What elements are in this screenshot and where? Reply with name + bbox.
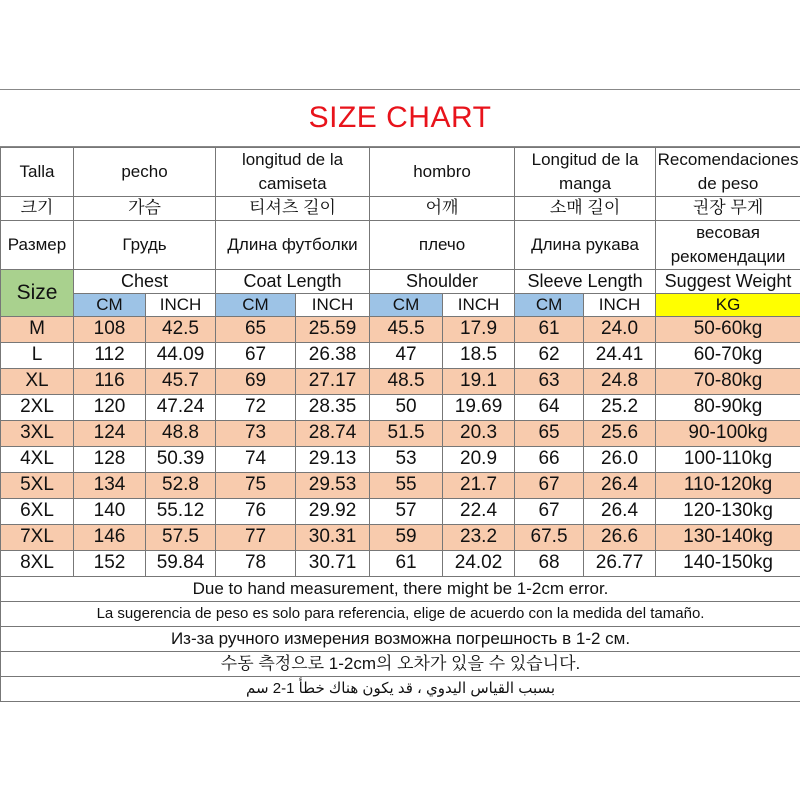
note-row-korean (1, 652, 800, 677)
header-row-korean (1, 197, 800, 221)
unit-cm: CM (370, 294, 443, 317)
length-inch-cell: 27.17 (296, 369, 370, 395)
shoulder-cm-cell: 51.5 (370, 421, 443, 447)
header-shoulder-ru: плечо (370, 221, 515, 270)
sleeve-cm-cell: 64 (515, 395, 584, 421)
chest-inch-cell: 55.12 (146, 499, 216, 525)
length-cm-cell: 75 (216, 473, 296, 499)
length-cm-cell: 76 (216, 499, 296, 525)
length-inch-cell: 29.53 (296, 473, 370, 499)
chest-inch-cell: 52.8 (146, 473, 216, 499)
header-shoulder-en: Shoulder (370, 270, 515, 294)
shoulder-inch-cell: 22.4 (443, 499, 515, 525)
sleeve-cm-cell: 66 (515, 447, 584, 473)
shoulder-inch-cell: 21.7 (443, 473, 515, 499)
size-cell: 3XL (1, 421, 74, 447)
unit-kg: KG (656, 294, 800, 317)
length-inch-cell: 30.31 (296, 525, 370, 551)
header-weight-ko: 권장 무게 (656, 197, 800, 221)
sleeve-cm-cell: 67 (515, 473, 584, 499)
note-arabic: بسبب القياس اليدوي ، قد يكون هناك خطأ 1-2 سم (1, 677, 800, 702)
chest-cm-cell: 116 (74, 369, 146, 395)
sleeve-inch-cell: 25.6 (584, 421, 656, 447)
table-row (1, 473, 800, 499)
header-row-english (1, 270, 800, 294)
chest-cm-cell: 112 (74, 343, 146, 369)
shoulder-inch-cell: 19.1 (443, 369, 515, 395)
note-row-spanish (1, 602, 800, 627)
shoulder-cm-cell: 59 (370, 525, 443, 551)
length-inch-cell: 26.38 (296, 343, 370, 369)
header-shoulder-ko: 어깨 (370, 197, 515, 221)
note-row-russian (1, 627, 800, 652)
shoulder-inch-cell: 24.02 (443, 551, 515, 577)
size-table (0, 147, 800, 702)
length-cm-cell: 67 (216, 343, 296, 369)
length-inch-cell: 29.92 (296, 499, 370, 525)
size-cell: 4XL (1, 447, 74, 473)
header-chest-es: pecho (74, 148, 216, 197)
weight-cell: 110-120kg (656, 473, 800, 499)
sleeve-cm-cell: 67 (515, 499, 584, 525)
weight-cell: 70-80kg (656, 369, 800, 395)
header-weight-en: Suggest Weight (656, 270, 800, 294)
weight-cell: 60-70kg (656, 343, 800, 369)
weight-cell: 80-90kg (656, 395, 800, 421)
note-korean: 수동 측정으로 1-2cm의 오차가 있을 수 있습니다. (1, 652, 800, 677)
sleeve-inch-cell: 24.0 (584, 317, 656, 343)
size-cell: M (1, 317, 74, 343)
chest-inch-cell: 59.84 (146, 551, 216, 577)
header-sleeve-es: Longitud de la manga (515, 148, 656, 197)
unit-inch: INCH (296, 294, 370, 317)
length-cm-cell: 77 (216, 525, 296, 551)
sleeve-inch-cell: 26.6 (584, 525, 656, 551)
header-length-en: Coat Length (216, 270, 370, 294)
length-inch-cell: 28.35 (296, 395, 370, 421)
chest-inch-cell: 48.8 (146, 421, 216, 447)
sleeve-cm-cell: 68 (515, 551, 584, 577)
sleeve-inch-cell: 24.8 (584, 369, 656, 395)
size-cell: 5XL (1, 473, 74, 499)
table-row (1, 447, 800, 473)
note-spanish: La sugerencia de peso es solo para referencia, elige de acuerdo con la medida del tamaño. (1, 602, 800, 627)
table-row (1, 525, 800, 551)
note-row-arabic (1, 677, 800, 702)
sleeve-inch-cell: 24.41 (584, 343, 656, 369)
length-cm-cell: 72 (216, 395, 296, 421)
sleeve-inch-cell: 26.77 (584, 551, 656, 577)
unit-cm: CM (515, 294, 584, 317)
table-row (1, 343, 800, 369)
note-russian: Из-за ручного измерения возможна погрешность в 1-2 см. (1, 627, 800, 652)
shoulder-cm-cell: 57 (370, 499, 443, 525)
header-sleeve-en: Sleeve Length (515, 270, 656, 294)
weight-cell: 140-150kg (656, 551, 800, 577)
unit-inch: INCH (146, 294, 216, 317)
shoulder-inch-cell: 19.69 (443, 395, 515, 421)
length-cm-cell: 65 (216, 317, 296, 343)
size-rows (1, 317, 800, 577)
chest-inch-cell: 50.39 (146, 447, 216, 473)
header-chest-en: Chest (74, 270, 216, 294)
sleeve-cm-cell: 67.5 (515, 525, 584, 551)
sleeve-inch-cell: 26.4 (584, 499, 656, 525)
header-chest-ru: Грудь (74, 221, 216, 270)
shoulder-inch-cell: 20.9 (443, 447, 515, 473)
size-cell: XL (1, 369, 74, 395)
shoulder-inch-cell: 18.5 (443, 343, 515, 369)
length-cm-cell: 78 (216, 551, 296, 577)
chest-cm-cell: 152 (74, 551, 146, 577)
sleeve-cm-cell: 63 (515, 369, 584, 395)
length-inch-cell: 25.59 (296, 317, 370, 343)
shoulder-inch-cell: 20.3 (443, 421, 515, 447)
length-cm-cell: 74 (216, 447, 296, 473)
chest-cm-cell: 128 (74, 447, 146, 473)
size-chart (0, 89, 800, 702)
table-row (1, 499, 800, 525)
weight-cell: 50-60kg (656, 317, 800, 343)
sleeve-inch-cell: 26.0 (584, 447, 656, 473)
chest-inch-cell: 44.09 (146, 343, 216, 369)
size-cell: 7XL (1, 525, 74, 551)
length-inch-cell: 28.74 (296, 421, 370, 447)
length-cm-cell: 69 (216, 369, 296, 395)
header-row-russian (1, 221, 800, 270)
unit-cm: CM (216, 294, 296, 317)
header-weight-ru: весовая рекомендации (656, 221, 800, 270)
chest-cm-cell: 124 (74, 421, 146, 447)
weight-cell: 130-140kg (656, 525, 800, 551)
header-sleeve-ko: 소매 길이 (515, 197, 656, 221)
header-shoulder-es: hombro (370, 148, 515, 197)
weight-cell: 90-100kg (656, 421, 800, 447)
chest-inch-cell: 47.24 (146, 395, 216, 421)
shoulder-cm-cell: 53 (370, 447, 443, 473)
chest-cm-cell: 108 (74, 317, 146, 343)
size-cell: 2XL (1, 395, 74, 421)
table-row (1, 369, 800, 395)
size-cell: 8XL (1, 551, 74, 577)
chart-title: SIZE CHART (0, 89, 800, 147)
sleeve-cm-cell: 61 (515, 317, 584, 343)
unit-cm: CM (74, 294, 146, 317)
table-row (1, 551, 800, 577)
header-sleeve-ru: Длина рукава (515, 221, 656, 270)
header-chest-ko: 가슴 (74, 197, 216, 221)
chest-cm-cell: 120 (74, 395, 146, 421)
weight-cell: 100-110kg (656, 447, 800, 473)
unit-row (1, 294, 800, 317)
table-row (1, 317, 800, 343)
size-cell: L (1, 343, 74, 369)
length-inch-cell: 29.13 (296, 447, 370, 473)
length-cm-cell: 73 (216, 421, 296, 447)
chest-cm-cell: 146 (74, 525, 146, 551)
note-english: Due to hand measurement, there might be 1-2cm error. (1, 577, 800, 602)
header-size-ko: 크기 (1, 197, 74, 221)
size-cell: 6XL (1, 499, 74, 525)
shoulder-inch-cell: 17.9 (443, 317, 515, 343)
header-length-ru: Длина футболки (216, 221, 370, 270)
length-inch-cell: 30.71 (296, 551, 370, 577)
sleeve-inch-cell: 26.4 (584, 473, 656, 499)
table-row (1, 395, 800, 421)
header-row-spanish (1, 148, 800, 197)
header-size-es: Talla (1, 148, 74, 197)
sleeve-inch-cell: 25.2 (584, 395, 656, 421)
header-size-ru: Размер (1, 221, 74, 270)
shoulder-inch-cell: 23.2 (443, 525, 515, 551)
header-length-es: longitud de la camiseta (216, 148, 370, 197)
chest-cm-cell: 134 (74, 473, 146, 499)
table-row (1, 421, 800, 447)
shoulder-cm-cell: 48.5 (370, 369, 443, 395)
header-length-ko: 티셔츠 길이 (216, 197, 370, 221)
unit-inch: INCH (443, 294, 515, 317)
chest-inch-cell: 45.7 (146, 369, 216, 395)
shoulder-cm-cell: 61 (370, 551, 443, 577)
shoulder-cm-cell: 47 (370, 343, 443, 369)
unit-inch: INCH (584, 294, 656, 317)
chest-inch-cell: 57.5 (146, 525, 216, 551)
header-size-en: Size (1, 270, 74, 317)
weight-cell: 120-130kg (656, 499, 800, 525)
shoulder-cm-cell: 50 (370, 395, 443, 421)
sleeve-cm-cell: 65 (515, 421, 584, 447)
chest-inch-cell: 42.5 (146, 317, 216, 343)
chest-cm-cell: 140 (74, 499, 146, 525)
shoulder-cm-cell: 45.5 (370, 317, 443, 343)
sleeve-cm-cell: 62 (515, 343, 584, 369)
header-weight-es: Recomendaciones de peso (656, 148, 800, 197)
note-row-english (1, 577, 800, 602)
shoulder-cm-cell: 55 (370, 473, 443, 499)
